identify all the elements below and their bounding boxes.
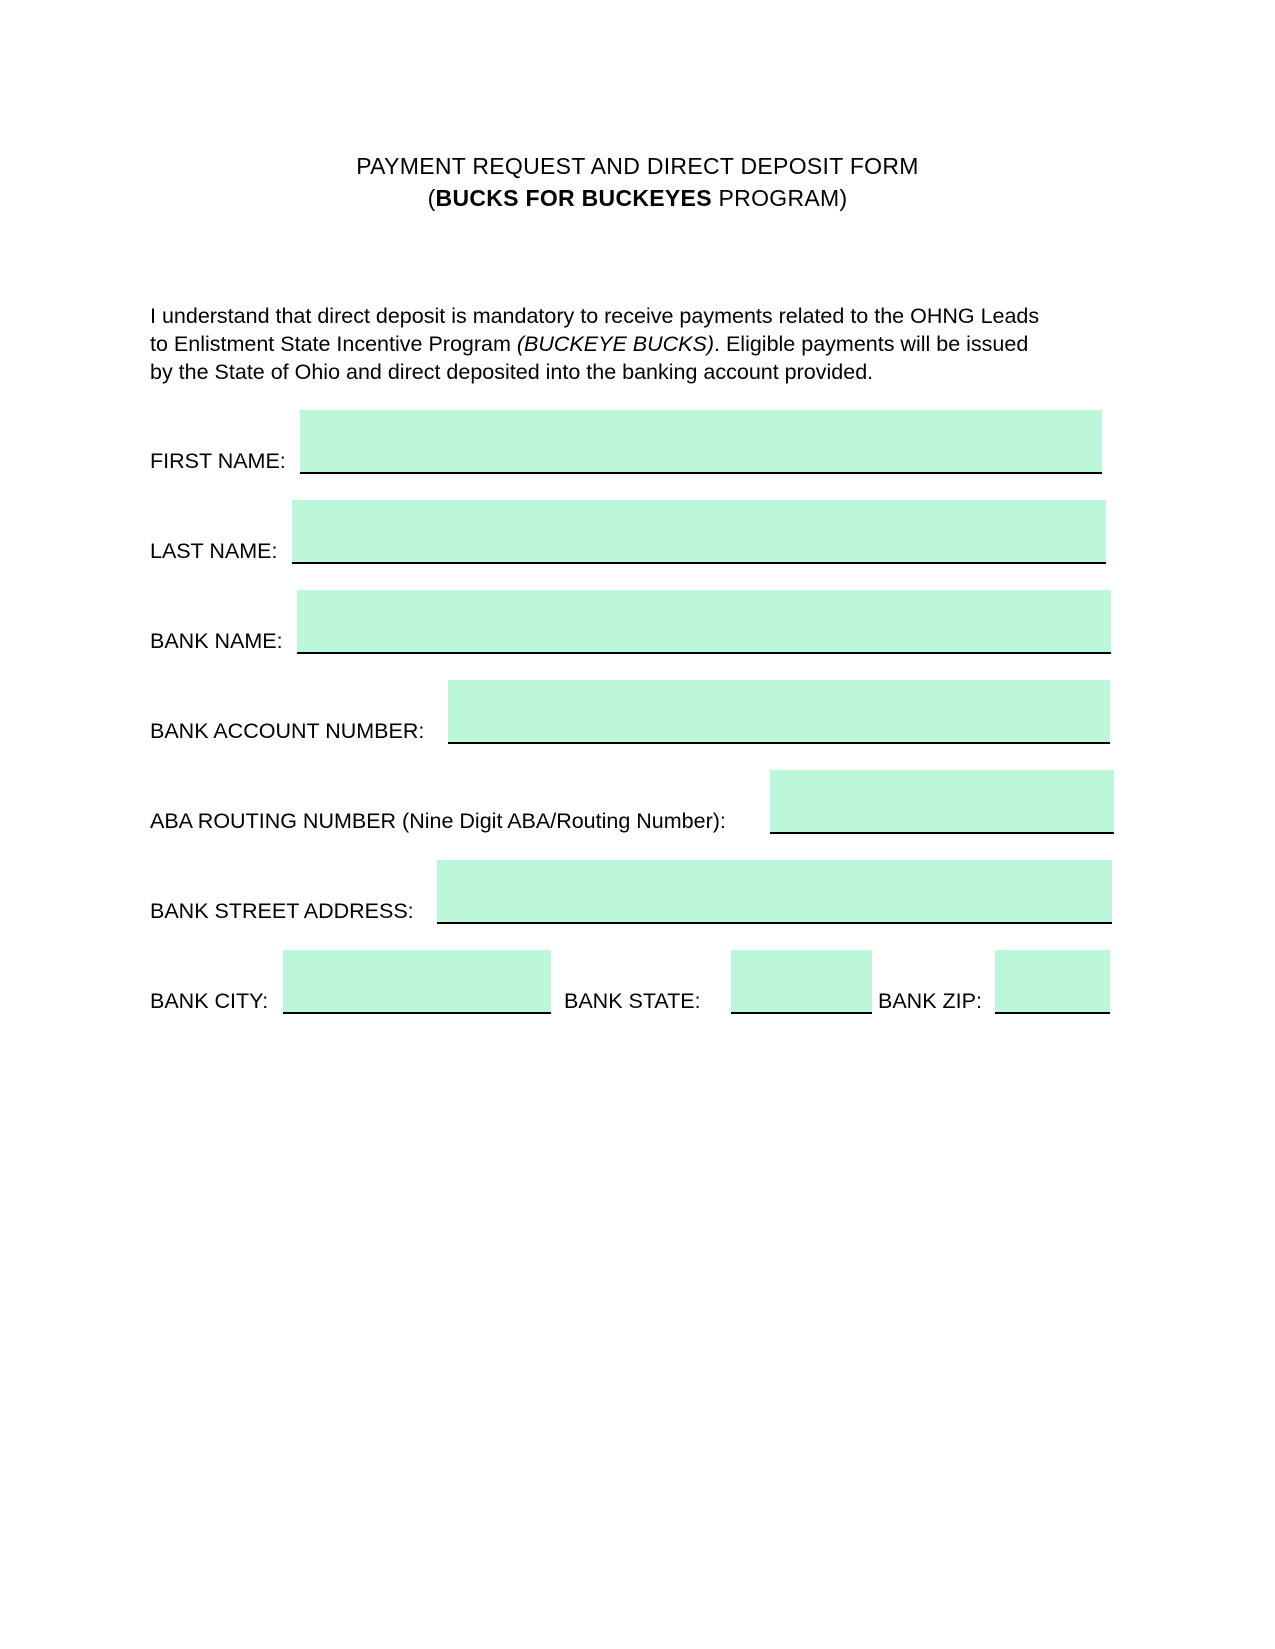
bank-state-label: BANK STATE: xyxy=(564,989,701,1013)
bank-zip-label: BANK ZIP: xyxy=(878,989,982,1013)
title-line-2 xyxy=(0,182,1275,214)
aba-routing-number-field[interactable] xyxy=(770,770,1114,834)
intro-paragraph xyxy=(150,302,1130,386)
last-name-field[interactable] xyxy=(292,500,1106,564)
bank-city-label: BANK CITY: xyxy=(150,989,269,1013)
aba-routing-number-label: ABA ROUTING NUMBER (Nine Digit ABA/Routing Number): xyxy=(150,809,726,833)
bank-street-address-label: BANK STREET ADDRESS: xyxy=(150,899,414,923)
first-name-field[interactable] xyxy=(300,410,1102,474)
program-name-bold: BUCKS FOR BUCKEYES xyxy=(435,185,712,211)
page-title xyxy=(0,150,1275,214)
bank-zip-field[interactable] xyxy=(995,950,1110,1014)
bank-account-number-label: BANK ACCOUNT NUMBER: xyxy=(150,719,425,743)
bank-city-field[interactable] xyxy=(283,950,551,1014)
intro-program-italic: (BUCKEYE BUCKS) xyxy=(516,332,714,356)
title-line-1: PAYMENT REQUEST AND DIRECT DEPOSIT FORM xyxy=(356,153,919,179)
title-program-suffix: PROGRAM) xyxy=(711,185,848,211)
last-name-label: LAST NAME: xyxy=(150,539,278,563)
bank-street-address-field[interactable] xyxy=(437,860,1112,924)
intro-line-1: I understand that direct deposit is mandatory to receive payments related to the OHNG Leads xyxy=(150,304,1040,328)
bank-account-number-field[interactable] xyxy=(448,680,1110,744)
first-name-label: FIRST NAME: xyxy=(150,449,286,473)
intro-line-2-suffix: . Eligible payments will be issued xyxy=(714,332,1029,356)
bank-name-label: BANK NAME: xyxy=(150,629,283,653)
bank-state-field[interactable] xyxy=(731,950,872,1014)
bank-name-field[interactable] xyxy=(297,590,1111,654)
intro-line-2 xyxy=(150,330,1130,358)
intro-line-2-prefix: to Enlistment State Incentive Program xyxy=(150,332,517,356)
intro-line-3: by the State of Ohio and direct deposited into the banking account provided. xyxy=(150,360,874,384)
title-open-paren: ( xyxy=(427,185,436,211)
